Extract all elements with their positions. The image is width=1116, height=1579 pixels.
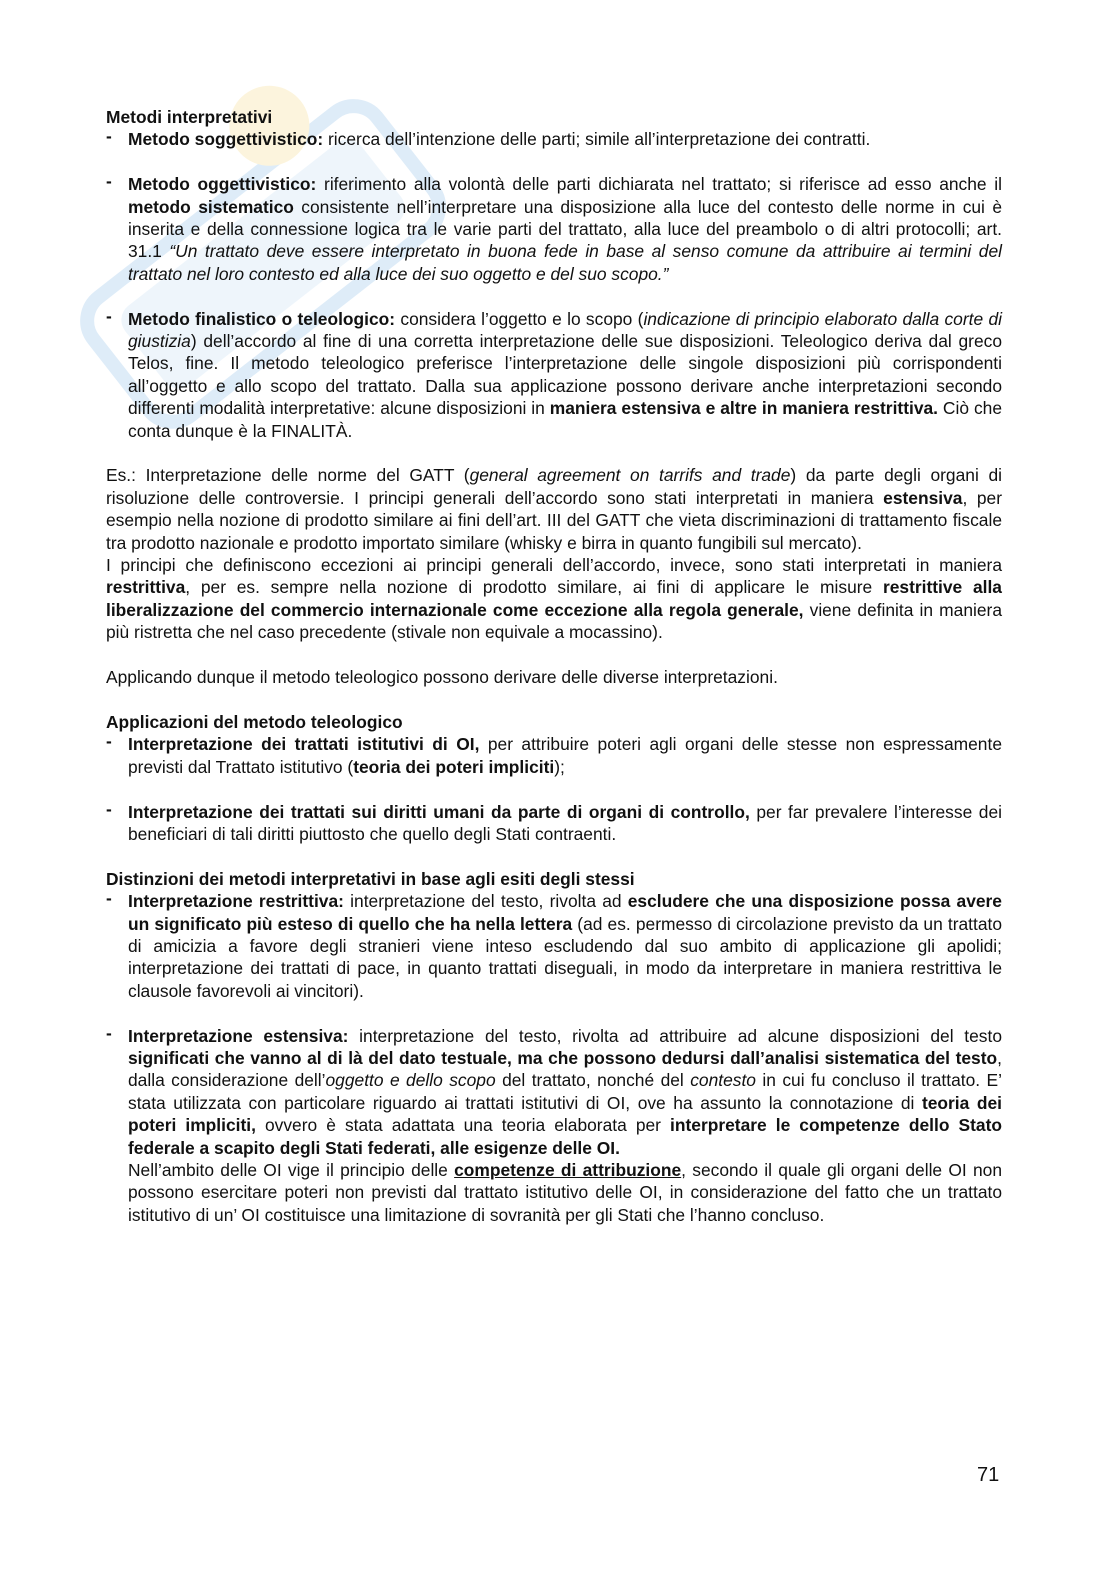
italic-text: contesto <box>690 1070 756 1091</box>
bold-text: teoria dei poteri impliciti, <box>128 1092 1002 1136</box>
list-item-trattati-istitutivi <box>106 733 1002 778</box>
para-text: Es.: Interpretazione delle norme del GATT ( <box>106 465 470 486</box>
para-text: ) da parte degli organi di risoluzione delle controversie. I principi generali dell’accordo sono stati interpretati in maniera <box>106 465 1002 508</box>
page-number: 71 <box>977 1464 1000 1486</box>
item-label: Interpretazione dei trattati sui diritti umani da parte di organi di controllo, <box>128 801 750 822</box>
list-item-restrittiva <box>106 890 1002 1002</box>
para-text: I principi che definiscono eccezioni ai principi generali dell’accordo, invece, sono stati interpretati in maniera <box>106 555 1002 576</box>
bold-text: significati che vanno al di là del dato testuale, ma che possono dedursi dall’analisi sistematica del testo <box>128 1047 998 1068</box>
dash-bullet: - <box>106 798 112 819</box>
dash-bullet: - <box>106 171 112 192</box>
item-label: Metodo oggettivistico: <box>128 174 317 195</box>
para-text: , per es. sempre nella nozione di prodotto similare, ai fini di applicare le misure <box>185 577 883 598</box>
item-label: Metodo finalistico o teleologico: <box>128 308 396 329</box>
list-item-estensiva-continued <box>106 1159 1002 1226</box>
item-text: Nell’ambito delle OI vige il principio delle <box>128 1159 455 1180</box>
italic-text: oggetto e dello scopo <box>325 1070 496 1091</box>
dash-bullet: - <box>106 888 112 909</box>
item-text: in cui fu concluso il trattato. E’ stata utilizzata con particolare riguardo ai trattati istitutivi di OI, ove ha assunto la connotazione di <box>128 1070 1002 1113</box>
item-text: per far prevalere l’interesse dei beneficiari di tali diritti piuttosto che quello degli Stati contraenti. <box>128 801 1002 844</box>
item-label: Metodo soggettivistico: <box>128 129 324 150</box>
bold-text: maniera estensiva e altre in maniera restrittiva. <box>549 398 938 419</box>
bold-text: interpretare le competenze dello Stato federale a scapito degli Stati federati, alle esigenze delle OI. <box>128 1115 1002 1158</box>
section-heading-metodi: Metodi interpretativi <box>106 107 273 127</box>
section-heading-applicazioni: Applicazioni del metodo teleologico <box>106 711 403 732</box>
italic-text: general agreement on tarrifs and trade <box>469 465 791 486</box>
paragraph-applicando: Applicando dunque il metodo teleologico possono derivare delle diverse interpretazioni. <box>106 667 778 688</box>
bold-text: escludere che una disposizione possa avere un significato più esteso di quello che ha nella lettera <box>128 891 1002 934</box>
item-text: del trattato, nonché del <box>495 1070 691 1091</box>
list-item-diritti-umani <box>106 798 1002 846</box>
item-text: riferimento alla volontà delle parti dichiarata nel trattato; si riferisce ad esso anche il <box>316 174 1002 195</box>
item-text: ricerca dell’intenzione delle parti; simile all’interpretazione dei contratti. <box>323 129 871 150</box>
document-page <box>106 106 1002 1226</box>
item-text: , secondo il quale gli organi delle OI non possono esercitare poteri non previsti dal trattato istitutivo delle OI, in considerazione del fatto che un trattato istitutivo di un’ OI costituisce una limitazione di sovranità per gli Stati che l’hanno concluso. <box>128 1159 1003 1225</box>
italic-quote: “Un trattato deve essere interpretato in buona fede in base al senso comune da attribuire ai termini del trattato nel loro contesto ed alla luce dei suo oggetto e del suo scopo.” <box>128 241 1002 284</box>
para-text: viene definita in maniera più ristretta che nel caso precedente (stivale non equivale a mocassino). <box>106 599 1002 643</box>
list-item-estensiva <box>106 1022 1002 1159</box>
dash-bullet: - <box>106 126 112 147</box>
item-text: (ad es. permesso di circolazione previsto da un trattato di amicizia a favore degli stranieri viene inteso escludendo dal suo ambito di applicazione gli apolidi; interpretazione dei trattati di pace, in quanto trattati diseguali, in modo da interpretare in maniera restrittiva le clausole favorevoli ai vincitori). <box>128 913 1002 1001</box>
item-text: per attribuire poteri agli organi delle stesse non espressamente previsti dal Trattato istitutivo ( <box>128 734 1002 777</box>
dash-bullet: - <box>106 1022 112 1043</box>
para-text: , per esempio nella nozione di prodotto similare ai fini dell’art. III del GATT che vieta discriminazioni di trattamento fiscale tra prodotto nazionale e prodotto importato similare (whisky e birra in quanto fungibili sul mercato). <box>106 487 1002 553</box>
list-item-soggettivistico <box>106 128 1002 150</box>
bold-text: teoria dei poteri impliciti <box>353 756 555 777</box>
italic-text: indicazione di principio elaborato dalla corte di giustizia <box>128 308 1002 352</box>
paragraph-gatt-example <box>106 464 1002 554</box>
item-label: Interpretazione dei trattati istitutivi di OI, <box>128 734 480 755</box>
item-text: interpretazione del testo, rivolta ad attribuire ad alcune disposizioni del testo <box>348 1025 1002 1046</box>
underlined-bold-text: competenze di attribuzione <box>454 1159 682 1180</box>
item-text: consistente nell’interpretare una disposizione alla luce del contesto delle norme in cui è inserita e della connessione logica tra le varie parti del trattato, alla luce del preambolo o di altri protocolli; art. 31.1 <box>128 196 1002 262</box>
bold-text: restrittive alla liberalizzazione del commercio internazionale come eccezione alla regola generale, <box>106 577 1002 620</box>
dash-bullet: - <box>106 305 112 326</box>
list-item-oggettivistico <box>106 173 1002 285</box>
item-text: ) dell’accordo al fine di una corretta interpretazione delle sue disposizioni. Teleologico deriva dal greco Telos, fine. Il metodo teleologico preferisce l’interpretazione delle singole disposizioni più corrispondenti all’oggetto e allo scopo del trattato. Dalla sua applicazione possono derivare anche interpretazioni secondo differenti modalità interpretative: alcune disposizioni in <box>128 331 1002 419</box>
item-label: Interpretazione estensiva: <box>128 1025 349 1046</box>
item-text: considera l’oggetto e lo scopo ( <box>395 308 644 329</box>
bold-text: metodo sistematico <box>128 196 294 217</box>
paragraph-principi-eccezioni <box>106 554 1002 644</box>
item-text: Ciò che conta dunque è la FINALITÀ. <box>128 398 1002 441</box>
item-text: , dalla considerazione dell’ <box>128 1047 1002 1091</box>
item-text: ); <box>554 756 565 777</box>
bold-text: estensiva <box>883 487 963 508</box>
dash-bullet: - <box>106 731 112 752</box>
item-text: ovvero è stata adattata una teoria elaborata per <box>255 1115 671 1136</box>
section-heading-distinzioni: Distinzioni dei metodi interpretativi in base agli esiti degli stessi <box>106 868 635 889</box>
item-text: interpretazione del testo, rivolta ad <box>343 891 628 912</box>
bold-text: restrittiva <box>106 577 186 598</box>
list-item-teleologico <box>106 305 1002 442</box>
item-label: Interpretazione restrittiva: <box>128 891 344 912</box>
